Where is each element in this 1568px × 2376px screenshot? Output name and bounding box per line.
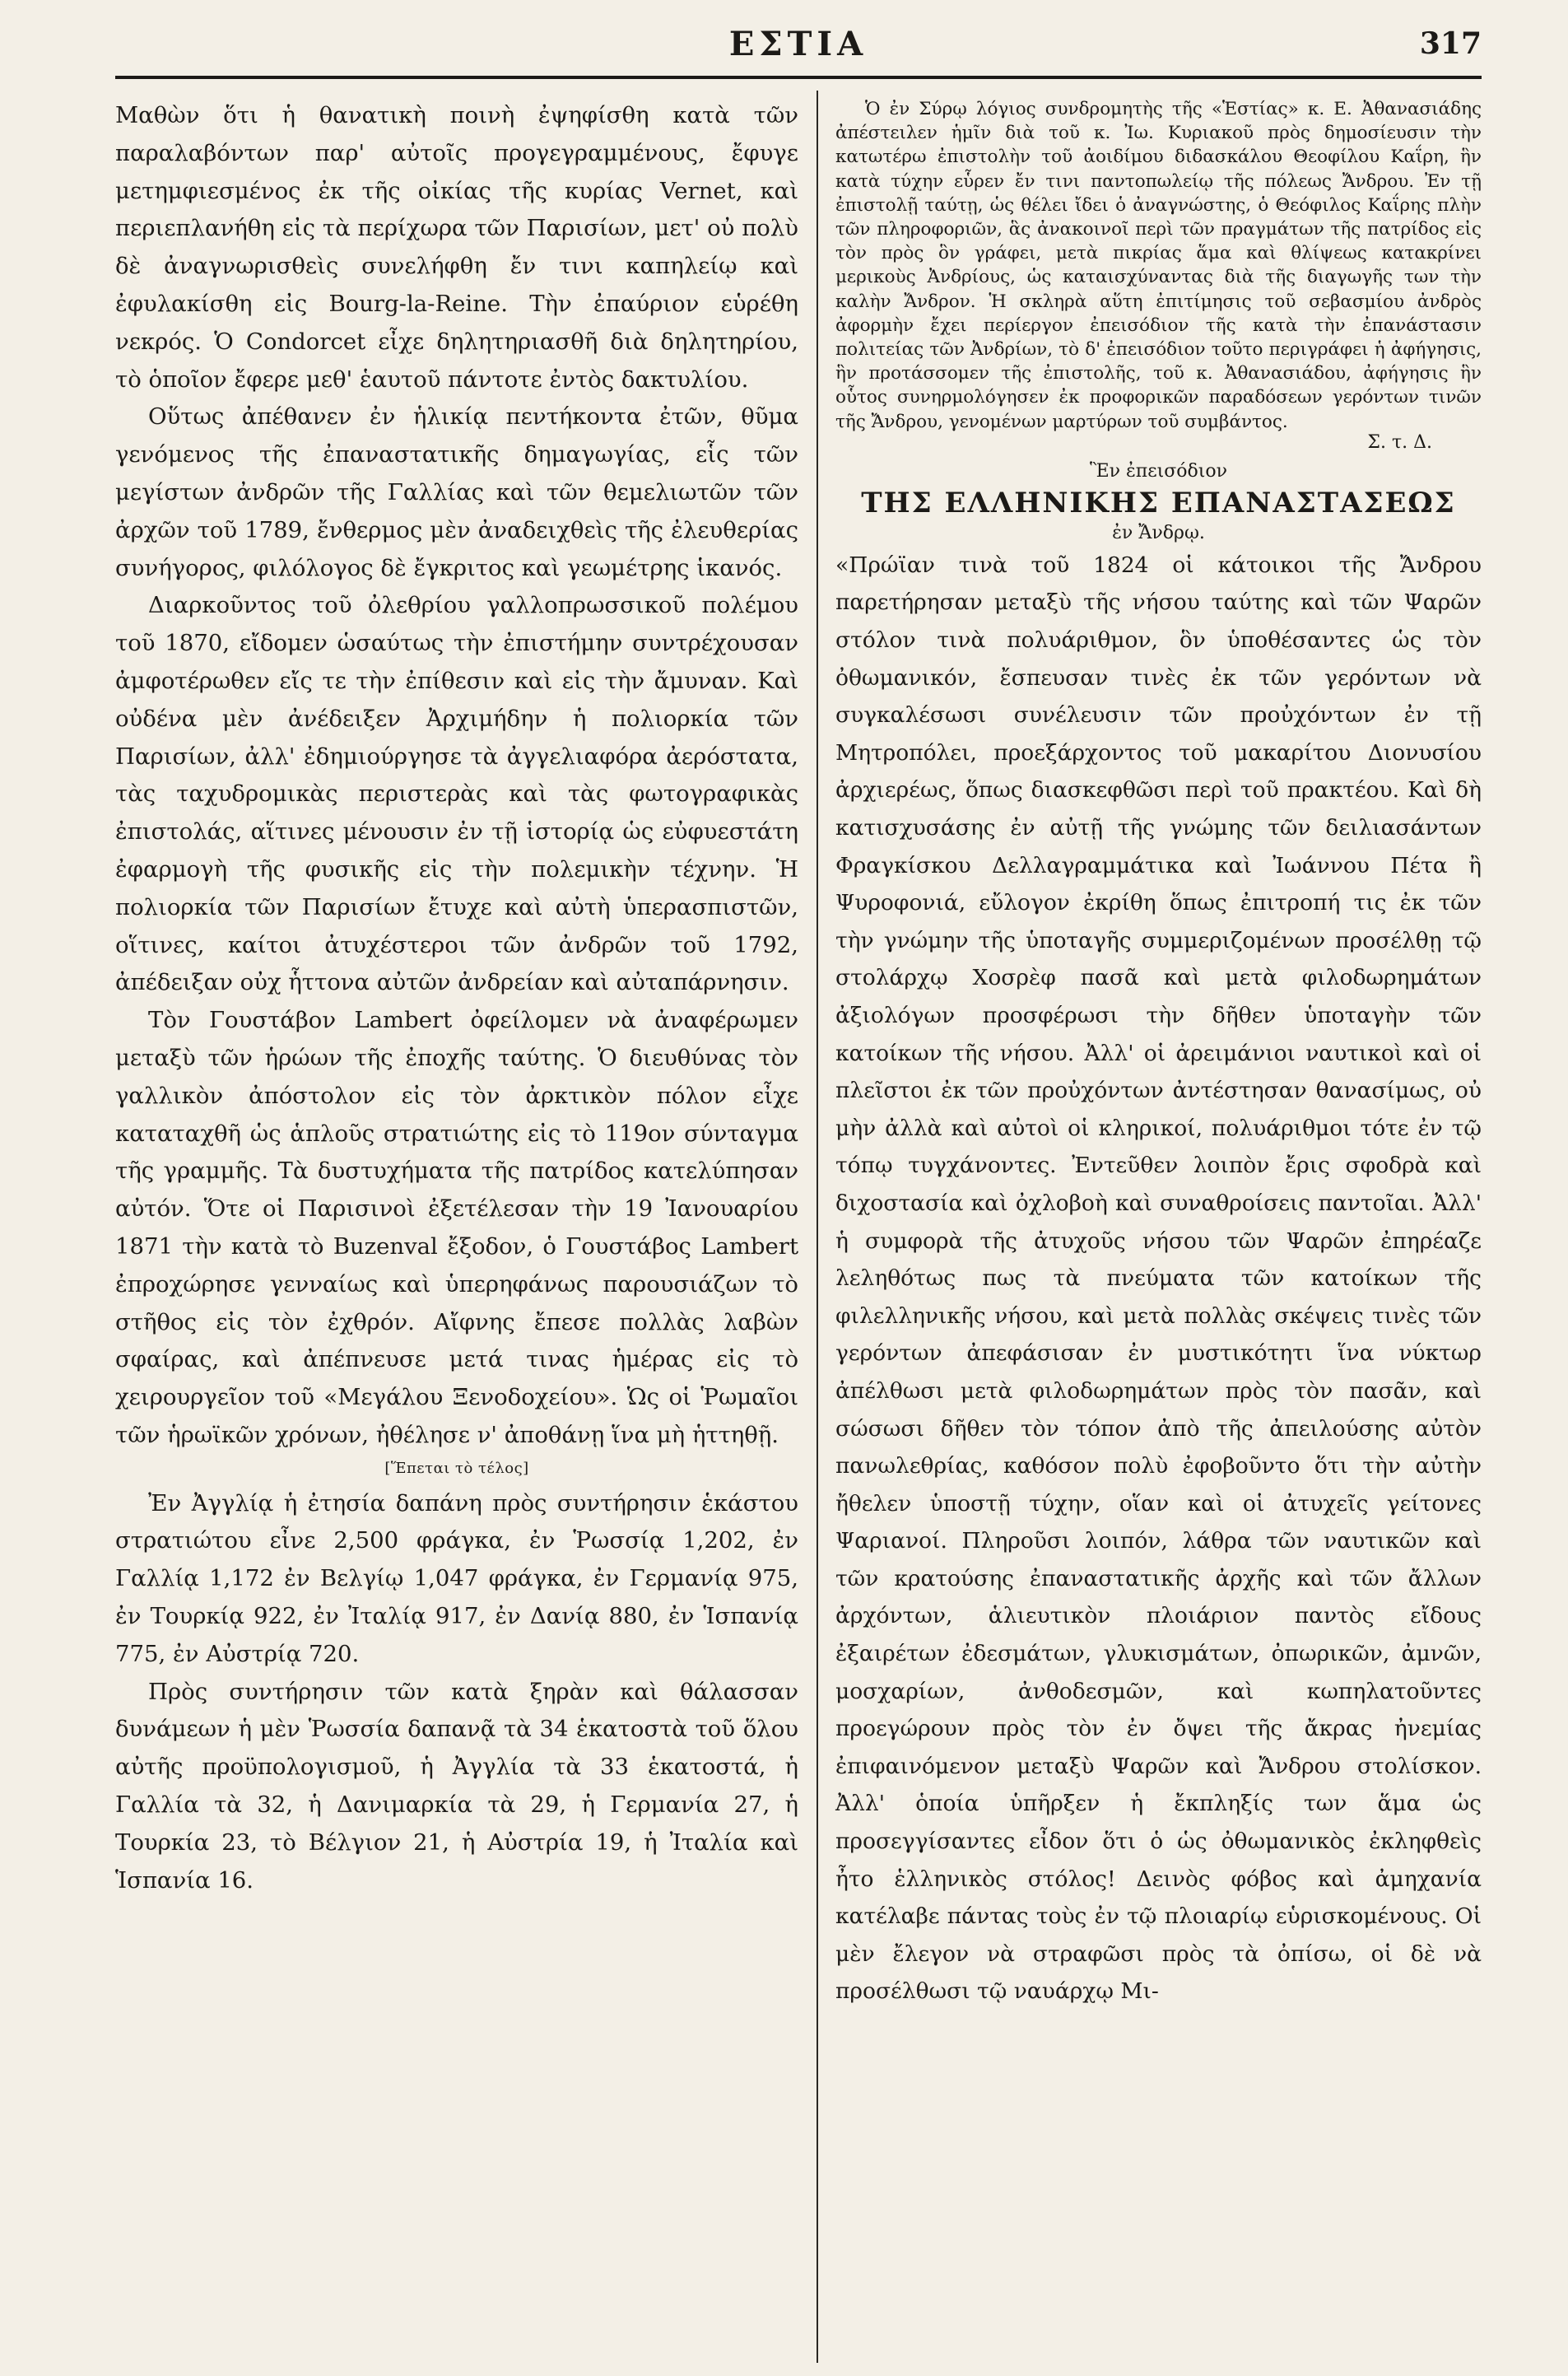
paragraph-3: Διαρκοῦντος τοῦ ὀλεθρίου γαλλοπρωσσικοῦ πολέμου τοῦ 1870, εἴδομεν ὡσαύτως τὴν ἐπιστήμην συντρέχουσαν ἀμφοτέρωθεν εἴς τε τὴν ἐπίθεσιν καὶ εἰς τὴν ἄμυναν. Καὶ οὐδένα μὲν ἀνέδειξεν Ἀρχιμήδην ἡ πολιορκία τῶν Παρισίων, ἀλλ' ἐδημιούργησε τὰ ἀγγελιαφόρα ἀερόστατα, τὰς ταχυδρομικὰς περιστερὰς καὶ τὰς φωτογραφικὰς ἐπιστολάς, αἵτινες μένουσιν ἐν τῇ ἱστορίᾳ ὡς εὐφυεστάτη ἐφαρμογὴ τῆς φυσικῆς εἰς τὴν πολεμικὴν τέχνην. Ἡ πολιορκία τῶν Παρισίων ἔτυχε καὶ αὐτὴ ὑπερασπιστῶν, οἵτινες, καίτοι ἀτυχέστεροι τῶν ἀνδρῶν τοῦ 1792, ἀπέδειξαν οὐχ ἧττονα αὐτῶν ἀνδρείαν καὶ αὐταπάρνησιν. (115, 592, 798, 996)
continued-note: [Ἕπεται τὸ τέλος] (384, 1459, 529, 1477)
paragraph-4: Τὸν Γουστάβον Lambert ὀφείλομεν νὰ ἀναφέρωμεν μεταξὺ τῶν ἡρώων τῆς ἐποχῆς ταύτης. Ὁ διευθύνας τὸν γαλλικὸν ἀπόστολον εἰς τὸν ἀρκτικὸν πόλον εἶχε καταταχθῆ ὡς ἁπλοῦς στρατιώτης εἰς τὸ 119ον σύνταγμα τῆς γραμμῆς. Τὰ δυστυχήματα τῆς πατρίδος κατελύπησαν αὐτόν. Ὅτε οἱ Παρισινοὶ ἐξετέλεσαν τὴν 19 Ἰανουαρίου 1871 τὴν κατὰ τὸ Buzenval ἔξοδον, ὁ Γουστάβος Lambert ἐπροχώρησε γενναίως καὶ ὑπερηφάνως παρουσιάζων τὸ στῆθος εἰς τὸν ἐχθρόν. Αἴφνης ἔπεσε πολλὰς λαβὼν σφαίρας, καὶ ἀπέπνευσε μετά τινας ἡμέρας εἰς τὸ χειρουργεῖον τοῦ «Μεγάλου Ξενοδοχείου». Ὡς οἱ Ῥωμαῖοι τῶν ἡρωϊκῶν χρόνων, ἠθέλησε ν' ἀποθάνῃ ἵνα μὴ ἡττηθῇ. (115, 1007, 798, 1448)
episode-body: «Πρώϊαν τινὰ τοῦ 1824 οἱ κάτοικοι τῆς Ἄνδρου παρετήρησαν μεταξὺ τῆς νήσου ταύτης καὶ τῶν Ψαρῶν στόλον τινὰ πολυάριθμον, ὃν ὑποθέσαντες ὡς τὸν ὀθωμανικόν, ἔσπευσαν τινὲς ἐκ τῶν γερόντων νὰ συγκαλέσωσι συνέλευσιν τῶν προὐχόντων ἐν τῇ Μητροπόλει, προεξάρχοντος τοῦ μακαρίτου Διονυσίου ἀρχιερέως, ὅπως διασκεφθῶσι περὶ τοῦ πρακτέου. Καὶ δὴ κατισχυσάσης ἐν αὐτῇ τῆς γνώμης τῶν δειλιασάντων Φραγκίσκου Δελλαγραμμάτικα καὶ Ἰωάννου Πέτα ἢ Ψυροφονιά, εὔλογον ἐκρίθη ὅπως ἐπιτροπή τις ἐκ τῶν τὴν γνώμην τῆς ὑποταγῆς συμμεριζομένων προσέλθῃ τῷ στολάρχῳ Χοσρὲφ πασᾶ καὶ μετὰ φιλοδωρημάτων ἀξιολόγων προσφέρωσι τὴν δῆθεν ὑποταγὴν τῶν κατοίκων τῆς νήσου. Ἀλλ' οἱ ἀρειμάνιοι ναυτικοὶ καὶ οἱ πλεῖστοι ἐκ τῶν προὐχόντων ἀντέστησαν θανασίμως, οὐ μὴν ἀλλὰ καὶ αὐτοὶ οἱ κληρικοί, πολυάριθμοι τότε ἐν τῷ τόπῳ τυγχάνοντες. Ἐντεῦθεν λοιπὸν ἔρις σφοδρὰ καὶ διχοστασία καὶ ὀχλοβοὴ καὶ συναθροίσεις παντοῖαι. Ἀλλ' ἡ συμφορὰ τῆς ἀτυχοῦς νήσου τῶν Ψαρῶν ἐπηρέαζε λεληθότως πως τὰ πνεύματα τῶν κατοίκων τῆς φιλελληνικῆς νήσου, καὶ μετὰ πολλὰς σκέψεις τινὲς τῶν γερόντων ἀπεφάσισαν ἐν μυστικότητι ἵνα νύκτωρ ἀπέλθωσι μετὰ φιλοδωρημάτων πρὸς τὸν πασᾶν, καὶ σώσωσι δῆθεν τὸν τόπον ἀπὸ τῆς ἀπειλούσης αὐτὸν πανωλεθρίας, καθόσον πολὺ ἐφοβοῦντο ὅτι τὴν αὐτὴν ἤθελεν ὑποστῇ τύχην, οἵαν καὶ οἱ ἀτυχεῖς γείτονες Ψαριανοί. Πληροῦσι λοιπόν, λάθρα τῶν ναυτικῶν καὶ τῶν κρατούσης ἐπαναστατικῆς ἀρχῆς καὶ τῶν ἄλλων ἀρχόντων, ἁλιευτικὸν πλοιάριον παντὸς εἴδους ἐξαιρέτων ἐδεσμάτων, γλυκισμάτων, ὀπωρικῶν, ἀμνῶν, μοσχαρίων, ἀνθοδεσμῶν, καὶ κωπηλατοῦντες προεγώρουν πρὸς τὸν ἐν ὄψει τῆς ἄκρας ἠνεμίας ἐπιφαινόμενον μεταξὺ Ψαρῶν καὶ Ἄνδρου στολίσκον. Ἀλλ' ὁποία ὑπῆρξεν ἡ ἔκπληξίς των ἅμα ὡς προσεγγίσαντες εἶδον ὅτι ὁ ὡς ὀθωμανικὸς ἐκληφθεὶς ἦτο ἑλληνικὸς στόλος! Δεινὸς φόβος καὶ ἀμηχανία κατέλαβε πάντας τοὺς ἐν τῷ πλοιαρίῳ εὑρισκομένους. Οἱ μὲν ἔλεγον νὰ στραφῶσι πρὸς τὰ ὀπίσω, οἱ δὲ νὰ προσέλθωσι τῷ ναυάρχῳ Μι- (835, 552, 1482, 2005)
publication-title: ΕΣΤΙΑ (728, 25, 868, 63)
episode-pretitle: Ἓν ἐπεισόδιον (1089, 460, 1228, 482)
episode-title: ΤΗΣ ΕΛΛΗΝΙΚΗΣ ΕΠΑΝΑΣΤΑΣΕΩΣ (861, 486, 1456, 519)
page-header (115, 18, 1482, 69)
paragraph-2: Οὕτως ἀπέθανεν ἐν ἡλικίᾳ πεντήκοντα ἐτῶν, θῦμα γενόμενος τῆς ἐπαναστατικῆς δημαγωγίας, εἷς τῶν μεγίστων ἀνδρῶν τῆς Γαλλίας καὶ τῶν θεμελιωτῶν τῶν ἀρχῶν τοῦ 1789, ἔνθερμος μὲν ἀναδειχθεὶς τῆς ἐλευθερίας συνήγορος, φιλόλογος δὲ ἔγκριτος καὶ γεωμέτρης ἱκανός. (115, 403, 798, 581)
episode-place: ἐν Ἄνδρῳ. (1112, 522, 1205, 543)
header-rule (115, 76, 1482, 79)
paragraph-1: Μαθὼν ὅτι ἡ θανατικὴ ποινὴ ἐψηφίσθη κατὰ τῶν παραλαβόντων παρ' αὐτοῖς προγεγραμμένους, ἔφυγε μετημφιεσμένος ἐκ τῆς οἰκίας τῆς κυρίας Vernet, καὶ περιεπλανήθη εἰς τὰ περίχωρα τῶν Παρισίων, μετ' οὐ πολὺ δὲ ἀναγνωρισθεὶς συνελήφθη ἔν τινι καπηλείῳ καὶ ἐφυλακίσθη εἰς Bourg-la-Reine. Τὴν ἐπαύριον εὑρέθη νεκρός. Ὁ Condorcet εἶχε δηλητηριασθῆ διὰ δηλητηρίου, τὸ ὁποῖον ἔφερε μεθ' ἑαυτοῦ πάντοτε ἐντὸς δακτυλίου. (115, 102, 798, 393)
column-divider (817, 91, 818, 2363)
page-number: 317 (1419, 26, 1482, 61)
editor-signature: Σ. τ. Δ. (1367, 431, 1432, 453)
right-column (835, 97, 1482, 2010)
editor-intro: Ὁ ἐν Σύρῳ λόγιος συνδρομητὴς τῆς «Ἑστίας» κ. Ε. Ἀθανασιάδης ἀπέστειλεν ἡμῖν διὰ τοῦ κ. Ἰω. Κυριακοῦ πρὸς δημοσίευσιν τὴν κατωτέρω ἐπιστολὴν τοῦ ἀοιδίμου διδασκάλου Θεοφίλου Καΐρη, ἣν κατὰ τύχην εὗρεν ἔν τινι παντοπωλείῳ τῆς πόλεως Ἄνδρου. Ἐν τῇ ἐπιστολῇ ταύτῃ, ὡς θέλει ἴδει ὁ ἀναγνώστης, ὁ Θεόφιλος Καΐρης πλὴν τῶν πληροφοριῶν, ἃς ἀνακοινοῖ περὶ τῶν πραγμάτων τῆς πατρίδος εἰς τὸν πρὸς ὃν γράφει, μετὰ πικρίας ἅμα καὶ θλίψεως κατακρίνει μερικοὺς Ἀνδρίους, ὡς καταισχύναντας διὰ τῆς διαγωγῆς των τὴν καλὴν Ἄνδρον. Ἡ σκληρὰ αὕτη ἐπιτίμησις τοῦ σεβασμίου ἀνδρὸς ἀφορμὴν ἔχει περίεργον ἐπεισόδιον τῆς κατὰ τὴν ἐπανάστασιν πολιτείας τῶν Ἀνδρίων, τὸ δ' ἐπεισόδιον τοῦτο περιγράφει ἡ ἀφήγησις, ἣν προτάσσομεν τῆς ἐπιστολῆς, τοῦ κ. Ἀθανασιάδου, ἀφήγησις ἣν οὗτος συνηρμολόγησεν ἐκ προφορικῶν παραδόσεων γερόντων τινῶν τῆς Ἄνδρου, γενομένων μαρτύρων τοῦ συμβάντος. (835, 99, 1482, 432)
note-paragraph-2: Πρὸς συντήρησιν τῶν κατὰ ξηρὰν καὶ θάλασσαν δυνάμεων ἡ μὲν Ῥωσσία δαπανᾷ τὰ 34 ἑκατοστὰ τοῦ ὅλου αὐτῆς προϋπολογισμοῦ, ἡ Ἀγγλία τὰ 33 ἑκατοστά, ἡ Γαλλία τὰ 32, ἡ Δανιμαρκία τὰ 29, ἡ Γερμανία 27, ἡ Τουρκία 23, τὸ Βέλγιον 21, ἡ Αὐστρία 19, ἡ Ἰταλία καὶ Ἱσπανία 16. (115, 1678, 798, 1894)
left-column (115, 97, 798, 1899)
note-paragraph-1: Ἐν Ἀγγλίᾳ ἡ ἐτησία δαπάνη πρὸς συντήρησιν ἑκάστου στρατιώτου εἶνε 2,500 φράγκα, ἐν Ῥωσσίᾳ 1,202, ἐν Γαλλίᾳ 1,172 ἐν Βελγίῳ 1,047 φράγκα, ἐν Γερμανίᾳ 975, ἐν Τουρκίᾳ 922, ἐν Ἰταλίᾳ 917, ἐν Δανίᾳ 880, ἐν Ἱσπανίᾳ 775, ἐν Αὐστρίᾳ 720. (115, 1489, 798, 1667)
